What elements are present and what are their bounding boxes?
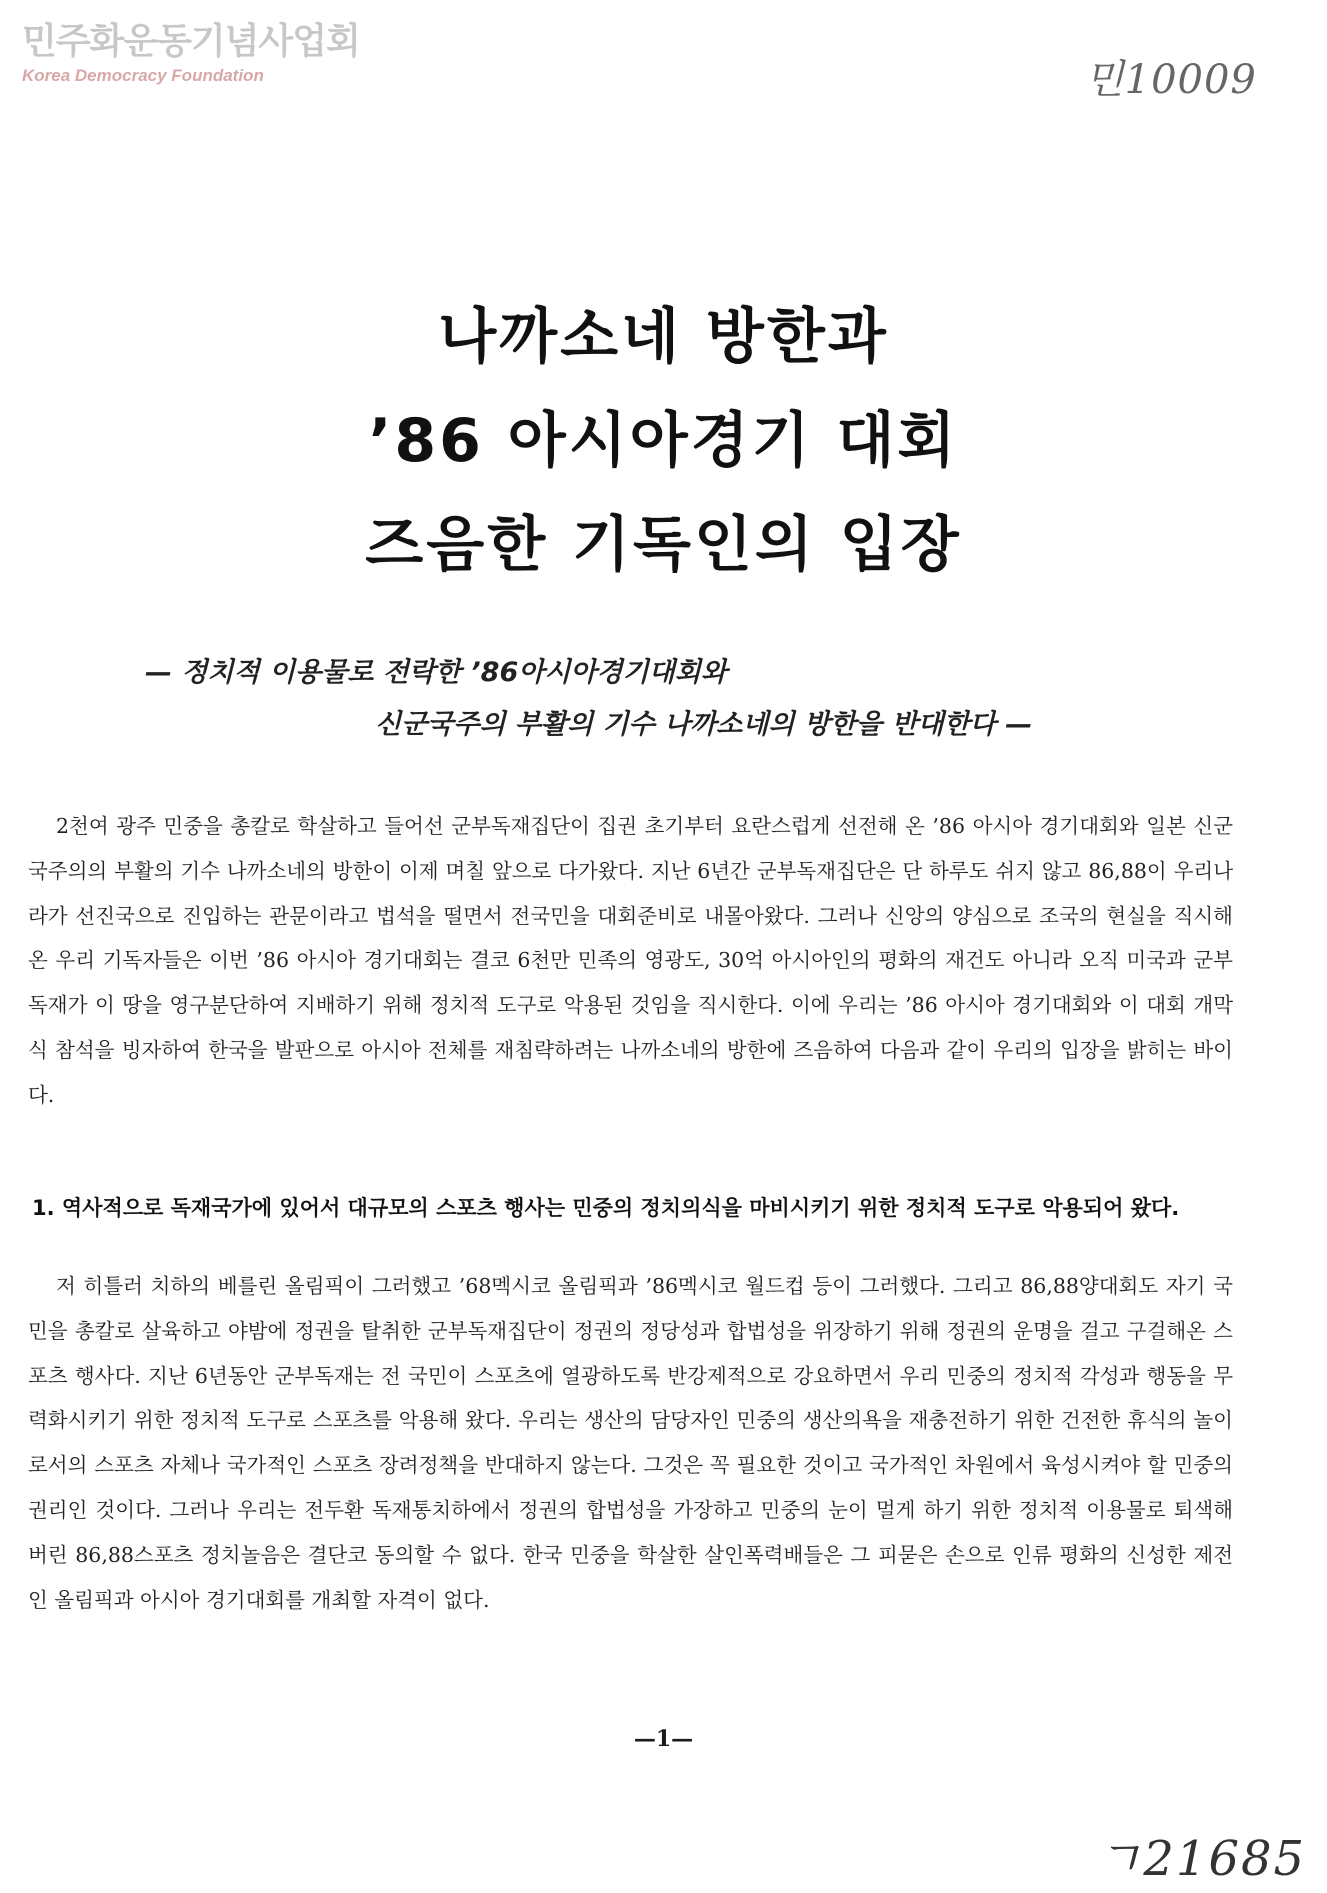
page-number: —1— [633, 1726, 694, 1752]
logo-korean-text: 민주화운동기념사업회 [22, 21, 360, 62]
logo-english-text: Korea Democracy Foundation [22, 66, 264, 85]
body-paragraph-2: 저 히틀러 치하의 베를린 올림픽이 그러했고 ’68멕시코 올림픽과 ’86멕시코 월드컵 등이 그러했다. 그리고 86,88양대회도 자기 국민을 총칼로 살육하고 야밤에 정권을 탈취한 군부독재집단이 정권의 정당성과 합법성을 위장하기 위해 정권의 운명을 걸고 구걸해온 스포츠 행사다. 지난 6년동안 군부독재는 전 국민이 스포츠에 열광하도록 반강제적으로 강요하면서 우리 민중의 정치적 각성과 행동을 무력화시키기 위한 정치적 도구로 스포츠를 악용해 왔다. 우리는 생산의 담당자인 민중의 생산의욕을 재충전하기 위한 건전한 휴식의 놀이로서의 스포츠 자체나 국가적인 스포츠 장려정책을 반대하지 않는다. 그것은 꼭 필요한 것이고 국가적인 차원에서 육성시켜야 할 민중의 권리인 것이다. 그러나 우리는 전두환 독재통치하에서 정권의 합법성을 가장하고 민중의 눈이 멀게 하기 위한 정치적 이용물로 퇴색해 버린 86,88스포츠 정치놀음은 결단코 동의할 수 없다. 한국 민중을 학살한 살인폭력배들은 그 피묻은 손으로 인류 평화의 신성한 제전인 올림픽과 아시아 경기대회를 개최할 자격이 없다. [28, 1274, 1233, 1612]
title-line-1: 나까소네 방한과 [438, 302, 889, 372]
subtitle-line-1: — 정치적 이용물로 전락한 ’86아시아경기대회와 [145, 657, 727, 688]
body-paragraph-1: 2천여 광주 민중을 총칼로 학살하고 들어선 군부독재집단이 집권 초기부터 요란스럽게 선전해 온 ’86 아시아 경기대회와 일본 신군국주의의 부활의 기수 나까소네의 방한이 이제 며칠 앞으로 다가왔다. 지난 6년간 군부독재집단은 단 하루도 쉬지 않고 86,88이 우리나라가 선진국으로 진입하는 관문이라고 법석을 떨면서 전국민을 대회준비로 내몰아왔다. 그러나 신앙의 양심으로 조국의 현실을 직시해 온 우리 기독자들은 이번 ’86 아시아 경기대회는 결코 6천만 민족의 영광도, 30억 아시아인의 평화의 재건도 아니라 오직 미국과 군부독재가 이 땅을 영구분단하여 지배하기 위해 정치적 도구로 악용된 것임을 직시한다. 이에 우리는 ’86 아시아 경기대회와 이 대회 개막식 참석을 빙자하여 한국을 발판으로 아시아 전체를 재침략하려는 나까소네의 방한에 즈음하여 다음과 같이 우리의 입장을 밝히는 바이다. [28, 814, 1233, 1107]
title-line-3: 즈음한 기독인의 입장 [365, 510, 962, 580]
handwritten-document-number: ㄱ21685 [1095, 1831, 1307, 1887]
section-heading-1: 1. 역사적으로 독재국가에 있어서 대규모의 스포츠 행사는 민중의 정치의식을 마비시키기 위한 정치적 도구로 악용되어 왔다. [32, 1196, 1180, 1220]
title-line-2: ’86 아시아경기 대회 [368, 406, 959, 476]
document-title [0, 285, 1327, 597]
foundation-logo [22, 22, 360, 86]
subtitle-line-2: 신군국주의 부활의 기수 나까소네의 방한을 반대한다 — [375, 709, 1033, 740]
handwritten-archive-number: 민10009 [1085, 57, 1257, 103]
